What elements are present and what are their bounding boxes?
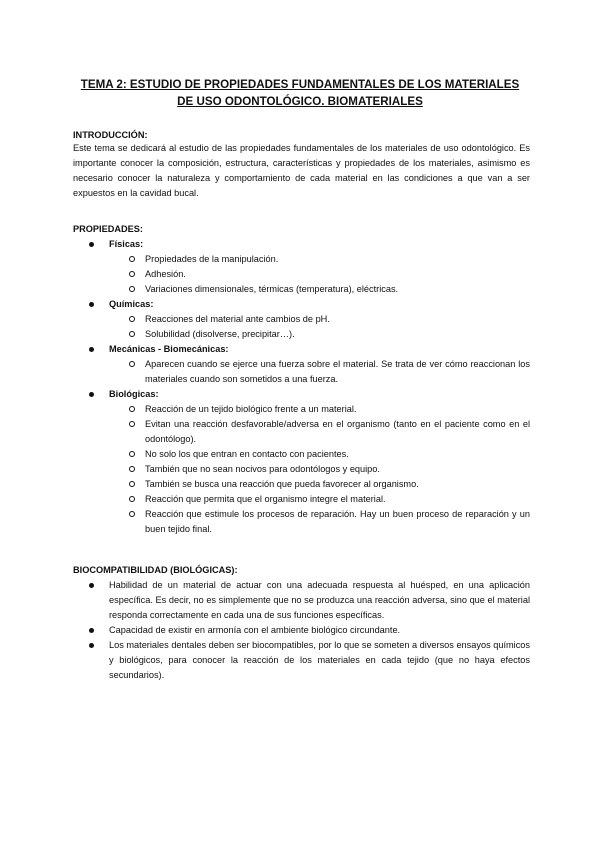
- list-item: Adhesión.: [109, 267, 530, 282]
- list-item: También que no sean nocivos para odontólogos y equipo.: [109, 462, 530, 477]
- list-item: Los materiales dentales deben ser biocompatibles, por lo que se someten a diversos ensayos químicos y biológicos, para conocer la reacción de los materiales en cada tejido (que no haya efectos secundarios).: [73, 638, 530, 683]
- list-item: Solubilidad (disolverse, precipitar…).: [109, 327, 530, 342]
- list-item: Reacción que permita que el organismo integre el material.: [109, 492, 530, 507]
- list-item: [73, 387, 530, 537]
- propiedades-list: [73, 237, 530, 537]
- title-line-1: TEMA 2: ESTUDIO DE PROPIEDADES FUNDAMENTALES DE LOS MATERIALES: [80, 78, 520, 91]
- list-item: No solo los que entran en contacto con pacientes.: [109, 447, 530, 462]
- category-label: Químicas:: [109, 299, 154, 309]
- biocompatibilidad-list: [73, 578, 530, 683]
- sub-list: [109, 357, 530, 387]
- title-line-2: DE USO ODONTOLÓGICO. BIOMATERIALES: [177, 95, 423, 108]
- introduccion-heading: INTRODUCCIÓN:: [73, 130, 148, 140]
- list-item: Capacidad de existir en armonía con el ambiente biológico circundante.: [73, 623, 530, 638]
- list-item: Reacciones del material ante cambios de pH.: [109, 312, 530, 327]
- list-item: Variaciones dimensionales, térmicas (temperatura), eléctricas.: [109, 282, 530, 297]
- sub-list: [109, 402, 530, 537]
- category-label: Biológicas:: [109, 389, 159, 399]
- list-item: Reacción que estimule los procesos de reparación. Hay un buen proceso de reparación y un buen tejido final.: [109, 507, 530, 537]
- category-label: Físicas:: [109, 239, 144, 249]
- list-item: Aparecen cuando se ejerce una fuerza sobre el material. Se trata de ver cómo reaccionan los materiales cuando son sometidos a una fuerza.: [109, 357, 530, 387]
- list-item: Reacción de un tejido biológico frente a un material.: [109, 402, 530, 417]
- list-item: Habilidad de un material de actuar con una adecuada respuesta al huésped, en una aplicación específica. Es decir, no es simplemente que no se produzca una reacción adversa, sino que el material responda correctamente en cada una de sus funciones específicas.: [73, 578, 530, 623]
- page-title: [60, 76, 540, 110]
- category-label: Mecánicas - Biomecánicas:: [109, 344, 229, 354]
- list-item: Propiedades de la manipulación.: [109, 252, 530, 267]
- list-item: También se busca una reacción que pueda favorecer al organismo.: [109, 477, 530, 492]
- sub-list: [109, 252, 530, 297]
- sub-list: [109, 312, 530, 342]
- biocompatibilidad-heading: BIOCOMPATIBILIDAD (BIOLÓGICAS):: [73, 565, 238, 575]
- list-item: [73, 237, 530, 297]
- introduccion-paragraph: Este tema se dedicará al estudio de las propiedades fundamentales de los materiales de uso odontológico. Es importante conocer la composición, estructura, características y propiedades de los materiales, asimismo es necesario conocer la naturaleza y comportamiento de cada material en las condiciones a que van a ser expuestos en la cavidad bucal.: [73, 143, 530, 198]
- list-item: [73, 342, 530, 387]
- list-item: Evitan una reacción desfavorable/adversa en el organismo (tanto en el paciente como en el odontólogo).: [109, 417, 530, 447]
- propiedades-heading: PROPIEDADES:: [73, 224, 143, 234]
- list-item: [73, 297, 530, 342]
